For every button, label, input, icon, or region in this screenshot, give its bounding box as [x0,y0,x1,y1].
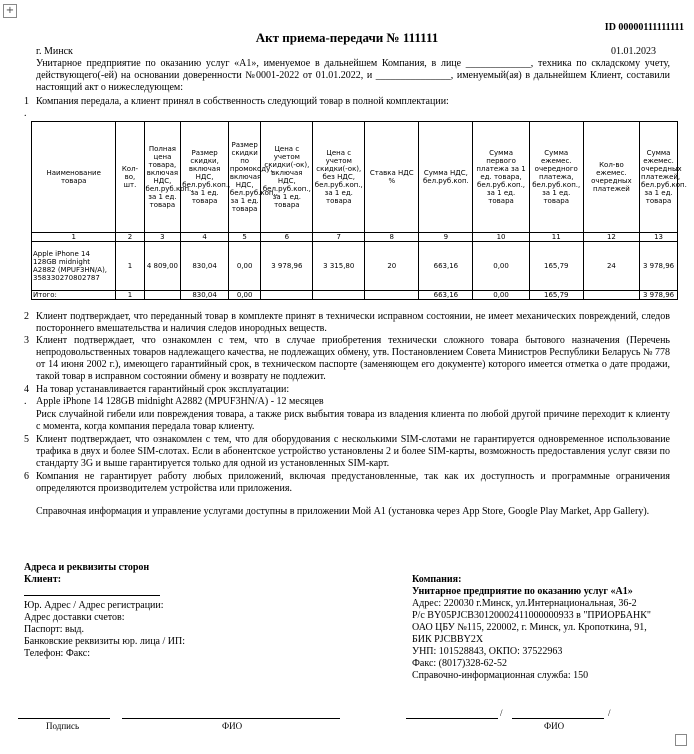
company-fio-label: ФИО [544,721,565,731]
table-header-row [32,122,678,233]
company-heading: Компания: [412,574,462,585]
risk-note: Риск случайной гибели или повреждения товара, а также риск выбытия товара из владения клиента по любой другой причине переходит к клиенту с момента, когда компания передала товар клиенту. [36,409,670,432]
column-number: 9 [419,233,473,242]
total-label: Итого: [32,291,116,300]
section-4-text: На товар устанавливается гарантийный срок эксплуатации: [36,384,290,395]
table-cell: 663,16 [419,242,473,291]
client-legal-address: Юр. Адрес / Адрес регистрации: [24,600,164,611]
company-unp: УНП: 101528843, ОКПО: 37522963 [412,646,563,657]
table-column-numbers-row [32,233,678,242]
table-cell: 3 978,96 [261,242,313,291]
column-number: 7 [313,233,365,242]
table-cell: 4 809,00 [144,242,181,291]
section-3-number: 3 [24,335,29,346]
section-6-number: 6 [24,471,29,482]
column-number: 5 [228,233,260,242]
column-number: 8 [365,233,419,242]
table-header-cell: Сумма первого платежа за 1 ед. товара, бел.руб.коп., за 1 ед. товара [473,122,529,233]
client-fio-label: ФИО [222,721,243,731]
client-billing-address: Адрес доставки счетов: [24,612,125,623]
column-number: 6 [261,233,313,242]
table-header-cell: Сумма ежемес. очередных платежей, бел.руб.коп. за 1 ед. товара [640,122,678,233]
signature-label: Подпись [46,721,80,731]
table-header-cell: Кол-во ежемес. очередных платежей [583,122,639,233]
company-fax: Факс: (8017)328-62-52 [412,658,507,669]
list-bullet: . [24,108,27,119]
table-header-cell: Ставка НДС % [365,122,419,233]
company-bank: ОАО ЦБУ №115, 220002, г. Минск, ул. Кропоткина, 91, [412,622,647,633]
section-5-number: 5 [24,434,29,445]
table-cell: 3 315,80 [313,242,365,291]
document-city: г. Минск [36,46,73,57]
section-1-text: Компания передала, а клиент принял в собственность следующий товар в полной комплектации: [36,96,449,107]
table-cell: 3 978,96 [640,291,678,300]
warranty-item: Apple iPhone 14 128GB midnight A2882 (MPUF3HN/A) - 12 месяцев [36,396,324,407]
table-header-cell: Наименование товара [32,122,116,233]
section-4-number: 4 [24,384,29,395]
table-cell: 0,00 [228,291,260,300]
section-3-text: Клиент подтверждает, что ознакомлен с тем, что в случае приобретения технически сложного товара бытового назначения (Перечень непродовольственных товаров надлежащего качества, не подлежащих обмену, утв. Постановлением Совета Министров Республики Беларусь № 778 от 14 июня 2002 г.), имеющего гарантийный срок, в техническом паспорте (заменяющем его документе) которого имеется отметка о дате продажи, такой товар в исправном состоянии обмену и возврату не подлежит. [36,335,670,382]
client-heading: Клиент: [24,574,62,585]
table-cell: 0,00 [473,242,529,291]
table-cell: 0,00 [228,242,260,291]
section-6-text: Компания не гарантирует работу любых приложений, включая предустановленные, так как их доступность и программные ограничения определяются производителем устройства или приложения. [36,471,670,494]
table-header-cell: Размер скидки по промокоду, включая НДС, бел.руб.коп., за 1 ед. товара [228,122,260,233]
company-address: Адрес: 220030 г.Минск, ул.Интернациональная, 36-2 [412,598,637,609]
column-number: 10 [473,233,529,242]
list-bullet: . [24,396,27,407]
company-fio-line [512,718,604,719]
column-number: 12 [583,233,639,242]
table-cell: 663,16 [419,291,473,300]
table-header-cell: Кол-во, шт. [116,122,144,233]
resize-handle-icon[interactable] [675,734,687,746]
document-date: 01.01.2023 [611,46,656,57]
client-name-line [24,595,160,596]
document-id: ID 00000111111111 [604,22,684,33]
company-signature-line [406,718,498,719]
table-cell: 0,00 [473,291,529,300]
table-header-cell: Размер скидки, включая НДС, бел.руб.коп., за 1 ед. товара [181,122,229,233]
document-title: Акт приема-передачи № 111111 [255,30,439,45]
client-passport: Паспорт: выд. [24,624,84,635]
table-header-cell: Сумма ежемес. очередного платежа, бел.руб.коп., за 1 ед. товара [529,122,583,233]
table-header-cell: Сумма НДС, бел.руб.коп. [419,122,473,233]
signature-separator: / [608,708,611,718]
table-cell: 165,79 [529,291,583,300]
company-account: Р/с BY05PJCB30120002411000000933 в "ПРИОРБАНК" [412,610,651,621]
company-bic: БИК PJCBBY2X [412,634,484,645]
company-details [412,574,672,682]
table-cell [313,291,365,300]
table-row [32,242,678,291]
column-number: 3 [144,233,181,242]
client-phone: Телефон: Факс: [24,648,90,659]
table-header-cell: Цена с учетом скидки(-ок), без НДС, бел.руб.коп., за 1 ед. товара [313,122,365,233]
client-bank-details: Банковские реквизиты юр. лица / ИП: [24,636,185,647]
company-name: Унитарное предприятие по оказанию услуг «А1» [412,586,633,597]
table-cell [365,291,419,300]
goods-table [31,121,687,300]
table-header-cell: Полная цена товара, включая НДС, бел.руб.коп., за 1 ед. товара [144,122,181,233]
move-handle-icon[interactable]: + [3,4,17,18]
signature-separator: / [500,708,503,718]
table-cell: 20 [365,242,419,291]
table-cell: 830,04 [181,291,229,300]
column-number: 11 [529,233,583,242]
section-2-number: 2 [24,311,29,322]
section-5-text: Клиент подтверждает, что ознакомлен с тем, что для оборудования с несколькими SIM-слотами не гарантируется одновременное использование трафика в двух и более SIM-слотах. Если в абонентское устройство установлены 2 и более SIM-карты, возможность предоставления услуг связи по стандарту 3G и выше гарантируется только для одной из установленных SIM-карт. [36,434,670,469]
table-cell: 1 [116,291,144,300]
client-signature-line [18,718,110,719]
table-cell [583,291,639,300]
info-paragraph: Справочная информация и управление услугами доступны в приложении Мой А1 (установка через App Store, Google Play Market, App Gallery). [36,506,650,517]
requisites-title: Адреса и реквизиты сторон [24,562,150,573]
table-cell [144,291,181,300]
client-details [24,600,185,660]
table-cell: 24 [583,242,639,291]
column-number: 2 [116,233,144,242]
table-header-cell: Цена с учетом скидки(-ок), включая НДС, бел.руб.коп., за 1 ед. товара [261,122,313,233]
company-helpline: Справочно-информационная служба: 150 [412,670,589,681]
table-cell: 830,04 [181,242,229,291]
intro-paragraph: Унитарное предприятие по оказанию услуг «А1», именуемое в дальнейшем Компания, в лице _____________, техника по складскому учету, действующего(-ей) на основании доверенности №0001-2022 от 01.01.2022, и _______________, именуемый(ая) в дальнейшем Клиент, составили настоящий акт о нижеследующем: [36,58,670,93]
table-cell: 3 978,96 [640,242,678,291]
table-cell [261,291,313,300]
section-2-text: Клиент подтверждает, что переданный товар в комплекте принят в технически исправном состоянии, не имеет механических повреждений, следов постороннего вмешательства и наличия следов инородных веществ. [36,311,670,334]
table-cell: 165,79 [529,242,583,291]
table-cell: 1 [116,242,144,291]
column-number: 4 [181,233,229,242]
product-name-cell: Apple iPhone 14 128GB midnight A2882 (MPUF3HN/A), 358330270802787 [32,242,116,291]
client-fio-line [122,718,340,719]
table-total-row [32,291,678,300]
column-number: 13 [640,233,678,242]
column-number: 1 [32,233,116,242]
section-1-number: 1 [24,96,29,107]
